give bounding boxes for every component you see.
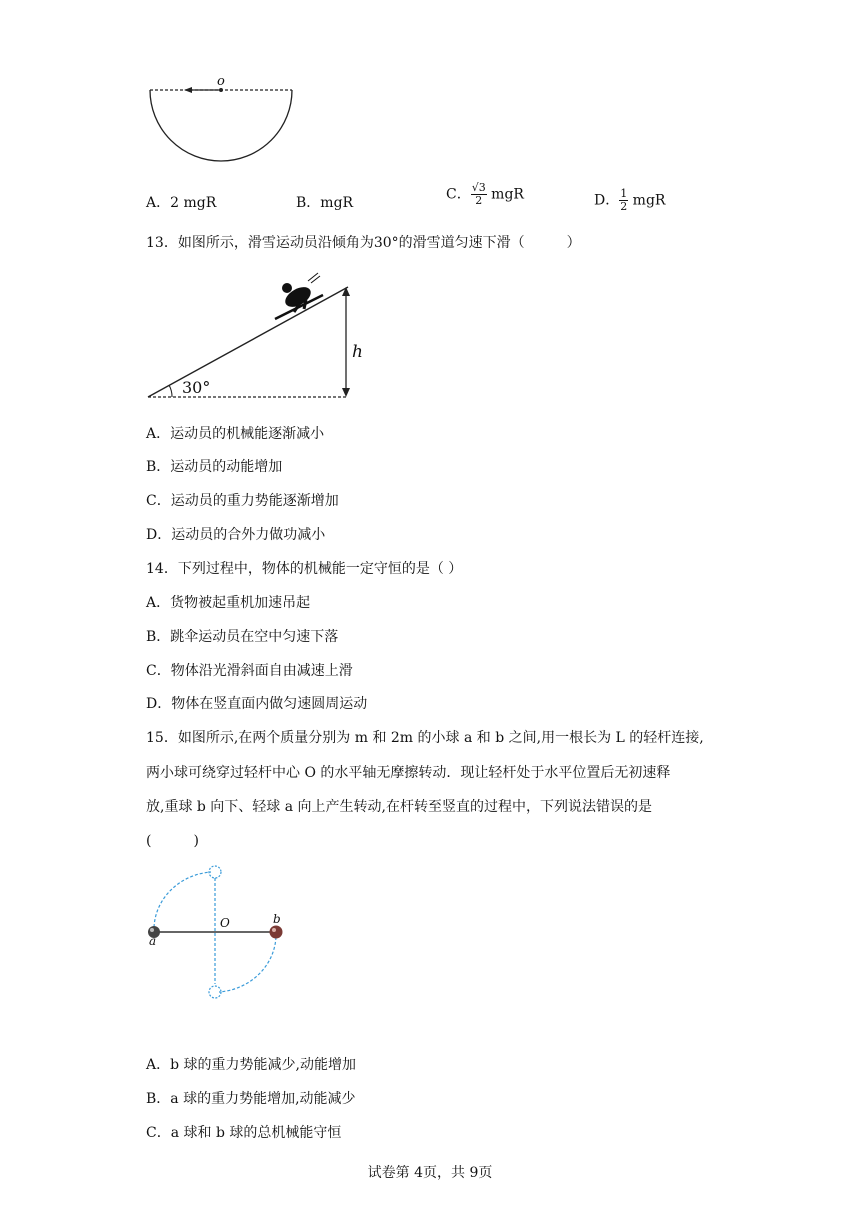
q12-option-c-fraction <box>471 182 487 207</box>
q12-option-c-den: 2 <box>475 194 483 207</box>
q14-stem: 14．下列过程中，物体的机械能一定守恒的是（ ） <box>146 561 463 577</box>
ball-b-icon <box>270 926 283 939</box>
q14-option-c: C．物体沿光滑斜面自由减速上滑 <box>146 663 353 679</box>
bowl-label-o: o <box>217 74 225 89</box>
page-footer: 试卷第 4页，共 9页 <box>367 1165 493 1181</box>
q13-option-d: D．运动员的合外力做功减小 <box>146 527 326 543</box>
q12-option-d <box>594 188 665 213</box>
q13-option-c: C．运动员的重力势能逐渐增加 <box>146 493 339 509</box>
q12-option-c-prefix: C． <box>446 186 471 203</box>
ski-slope-figure <box>140 265 370 405</box>
q13-stem: 13．如图所示，滑雪运动员沿倾角为30°的滑雪道匀速下滑（ ） <box>146 235 581 251</box>
q14-option-b: B．跳伞运动员在空中匀速下落 <box>146 629 339 645</box>
q12-option-d-den: 2 <box>620 200 628 213</box>
q12-option-d-prefix: D． <box>594 192 620 209</box>
q12-option-b: B．mgR <box>296 195 354 211</box>
q15-stem-line1: 15．如图所示,在两个质量分别为 m 和 2m 的小球 a 和 b 之间,用一根长为 L 的轻杆连接, <box>146 730 704 746</box>
q15-stem-line2: 两小球可绕穿过轻杆中心 O 的水平轴无摩擦转动．现让轻杆处于水平位置后无初速释 <box>146 765 671 781</box>
q15-option-a: A．b 球的重力势能减少,动能增加 <box>146 1057 356 1073</box>
q15-option-b: B．a 球的重力势能增加,动能减少 <box>146 1091 356 1107</box>
slope-angle-label: 30° <box>182 378 211 397</box>
slope-height-label: h <box>352 342 363 362</box>
q12-option-c-num: √3 <box>471 181 486 194</box>
q12-option-d-suffix: mgR <box>628 192 666 209</box>
bowl-figure <box>140 70 310 170</box>
q15-option-c: C．a 球和 b 球的总机械能守恒 <box>146 1125 342 1141</box>
q15-stem-line3: 放,重球 b 向下、轻球 a 向上产生转动,在杆转至竖直的过程中，下列说法错误的是 <box>146 799 653 815</box>
skier-icon <box>275 273 323 319</box>
q15-stem-line4: ( ) <box>146 833 199 849</box>
q12-option-c-suffix: mgR <box>486 186 524 203</box>
rod-rotation-figure <box>140 860 300 1010</box>
q12-option-d-fraction <box>619 188 628 213</box>
q13-option-a: A．运动员的机械能逐渐减小 <box>146 426 325 442</box>
q14-option-d: D．物体在竖直面内做匀速圆周运动 <box>146 696 368 712</box>
q12-option-d-num: 1 <box>620 187 628 200</box>
q12-option-c <box>446 182 524 207</box>
rod-label-o: O <box>220 916 230 930</box>
q14-option-a: A．货物被起重机加速吊起 <box>146 595 311 611</box>
rod-label-b: b <box>273 912 281 926</box>
q13-option-b: B．运动员的动能增加 <box>146 459 283 475</box>
rod-label-a: a <box>149 934 157 948</box>
q12-option-a: A．2 mgR <box>146 195 217 211</box>
